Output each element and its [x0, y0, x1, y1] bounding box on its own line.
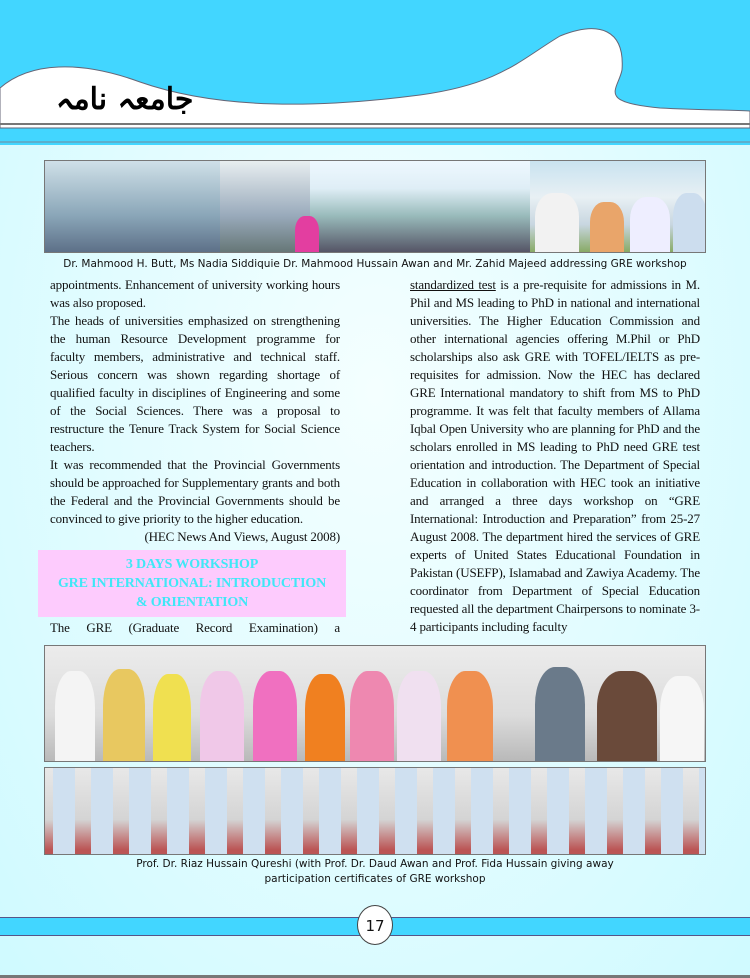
header-wave [0, 0, 750, 145]
underlined-term: standardized test [410, 277, 496, 292]
logo-urdu-title: جامعہ نامہ [56, 82, 194, 117]
heading-line: GRE INTERNATIONAL: INTRODUCTION [57, 576, 327, 591]
paragraph: It was recommended that the Provincial Governments should be approached for Supplementary grants and both the Federal and the Provincial Governments should be convinced to give priority to the higher education. [50, 457, 340, 526]
article-columns [50, 276, 700, 637]
content-area [0, 160, 750, 914]
paragraph: The GRE (Graduate Record Examination) a [50, 620, 340, 635]
paragraph: appointments. Enhancement of university working hours was also proposed. [50, 277, 340, 310]
left-column [50, 276, 340, 637]
certificate-photo-women [44, 645, 706, 762]
source-citation: (HEC News And Views, August 2008) [144, 529, 340, 544]
heading-line: & ORIENTATION [135, 595, 249, 610]
photo-bottom-caption-line2: participation certificates of GRE workshop [264, 873, 486, 885]
photo-bottom-caption-line1: Prof. Dr. Riaz Hussain Qureshi (with Prof. Dr. Daud Awan and Prof. Fida Hussain giving away [136, 858, 614, 870]
certificate-photo-men [44, 767, 706, 855]
photo-top-caption: Dr. Mahmood H. Butt, Ms Nadia Siddiquie Dr. Mahmood Hussain Awan and Mr. Zahid Majeed addressing GRE workshop [63, 258, 687, 270]
paragraph: is a pre-requisite for admissions in M. Phil and MS leading to PhD in national and international universities. The Higher Education Commission and other international agencies offering M.Phil or PhD scholarships also ask GRE with TOFEL/IELTS as pre-requisites for admission. Now the HEC has declared GRE International mandatory to shift from MS to PhD programme. It was felt that faculty members of Allama Iqbal Open University who are planning for PhD and the scholars enrolled in MS leading to PhD need GRE test orientation and introduction. The Department of Special Education in collaboration with HEC took an initiative and arranged a three days workshop on “GRE International: Introduction and Preparation” from 25-27 August 2008. The department hired the services of GRE experts of United States Educational Foundation in Pakistan (USEFP), Islamabad and Zawiya Academy. The coordinator from Department of Special Education requested all the department Chairpersons to nominate 3-4 participants including faculty [410, 277, 700, 634]
header [0, 0, 750, 145]
heading-line: 3 DAYS WORKSHOP [125, 557, 259, 572]
page-number: 17 [357, 905, 393, 945]
right-column [410, 276, 700, 637]
workshop-photo-top [44, 160, 706, 253]
paragraph: The heads of universities emphasized on strengthening the human Resource Development programme for faculty members, administrative and technical staff. Serious concern was shown regarding shortage of qualified faculty in disciplines of Engineering and some of the Social Sciences. There was a proposal to restructure the Tenure Track System for Social Science teachers. [50, 313, 340, 454]
section-heading-box [38, 550, 346, 617]
